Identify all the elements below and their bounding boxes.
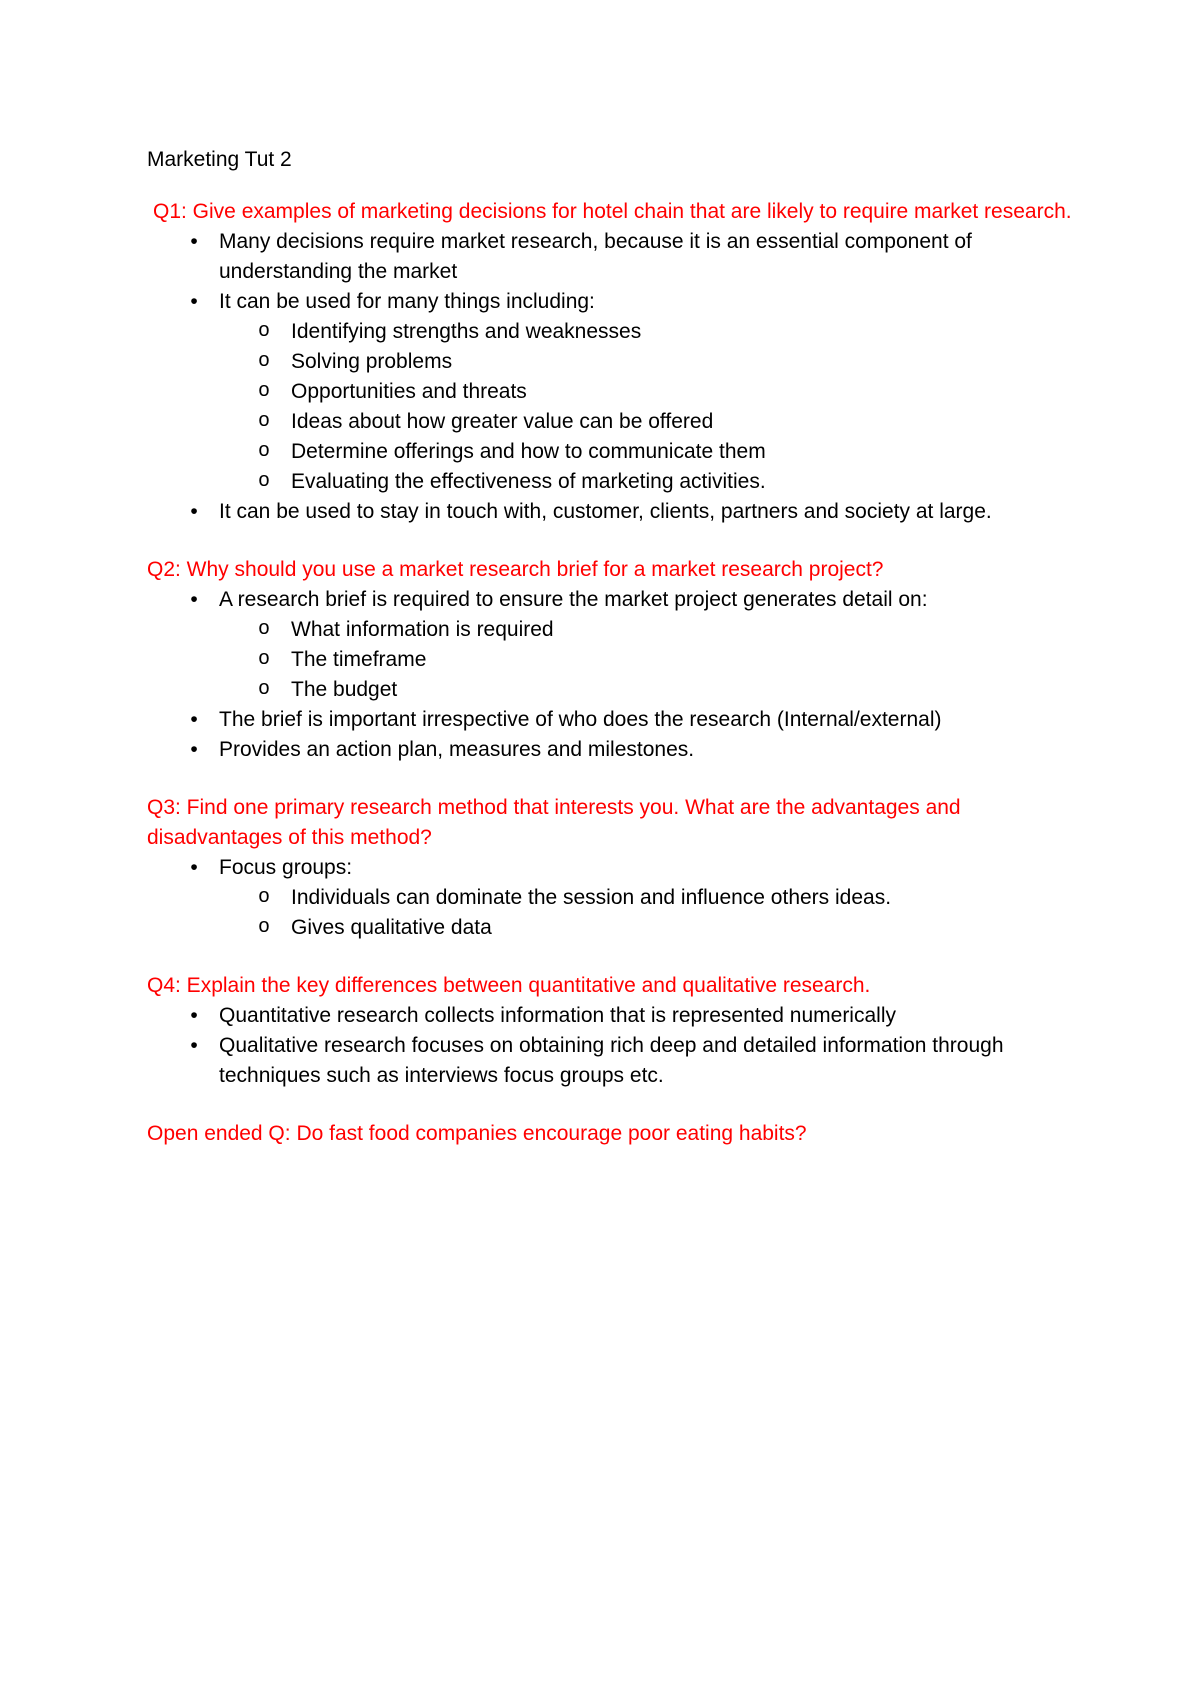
list-item-text: It can be used for many things including: bbox=[219, 290, 595, 313]
section-q1 bbox=[147, 197, 1077, 527]
bullet-icon: • bbox=[190, 738, 198, 761]
question-open-ended: Open ended Q: Do fast food companies encourage poor eating habits? bbox=[147, 1122, 807, 1145]
bullet-icon: • bbox=[190, 230, 198, 253]
answer-list-q3 bbox=[147, 853, 1077, 943]
bullet-icon: • bbox=[190, 856, 198, 879]
list-item bbox=[190, 287, 1077, 497]
sub-list-item-text: Solving problems bbox=[291, 350, 453, 373]
sub-list-item-text: The budget bbox=[291, 678, 398, 701]
list-item-text: Provides an action plan, measures and milestones. bbox=[219, 738, 695, 761]
list-item-text: Quantitative research collects information that is represented numerically bbox=[219, 1004, 896, 1027]
question-q2: Q2: Why should you use a market research brief for a market research project? bbox=[147, 558, 884, 581]
sub-list-item-text: Determine offerings and how to communicate them bbox=[291, 440, 766, 463]
sub-list-item-text: What information is required bbox=[291, 618, 554, 641]
section-open-ended bbox=[147, 1119, 1077, 1149]
list-item bbox=[190, 227, 1077, 287]
circle-bullet-icon: o bbox=[257, 410, 270, 433]
bullet-icon: • bbox=[190, 290, 198, 313]
list-item bbox=[190, 705, 1077, 735]
sub-list-item-text: Ideas about how greater value can be offered bbox=[291, 410, 714, 433]
sub-list-item bbox=[257, 645, 1077, 675]
sub-list-item bbox=[257, 675, 1077, 705]
sub-list-item bbox=[257, 467, 1077, 497]
circle-bullet-icon: o bbox=[257, 470, 270, 493]
bullet-icon: • bbox=[190, 708, 198, 731]
bullet-icon: • bbox=[190, 588, 198, 611]
sub-list-item bbox=[257, 377, 1077, 407]
section-q2 bbox=[147, 555, 1077, 765]
sub-list-item bbox=[257, 317, 1077, 347]
list-item bbox=[190, 585, 1077, 705]
list-item-text: Focus groups: bbox=[219, 856, 353, 879]
sub-list-item bbox=[257, 615, 1077, 645]
list-item bbox=[190, 1001, 1077, 1031]
list-item-text: A research brief is required to ensure the market project generates detail on: bbox=[219, 588, 928, 611]
sub-list bbox=[219, 883, 1077, 943]
question-q3: Q3: Find one primary research method that interests you. What are the advantages and disadvantages of this method? bbox=[147, 796, 961, 849]
sub-list-item bbox=[257, 437, 1077, 467]
sub-list bbox=[219, 317, 1077, 497]
circle-bullet-icon: o bbox=[257, 648, 270, 671]
bullet-icon: • bbox=[190, 1034, 198, 1057]
sub-list-item bbox=[257, 407, 1077, 437]
sub-list-item bbox=[257, 913, 1077, 943]
list-item-text: Qualitative research focuses on obtaining rich deep and detailed information through techniques such as interviews focus groups etc. bbox=[219, 1034, 1004, 1087]
circle-bullet-icon: o bbox=[257, 916, 270, 939]
section-q3 bbox=[147, 793, 1077, 943]
sub-list-item-text: Individuals can dominate the session and influence others ideas. bbox=[291, 886, 892, 909]
section-q4 bbox=[147, 971, 1077, 1091]
list-item bbox=[190, 1031, 1077, 1091]
sub-list-item bbox=[257, 883, 1077, 913]
sub-list-item-text: Gives qualitative data bbox=[291, 916, 492, 939]
circle-bullet-icon: o bbox=[257, 618, 270, 641]
list-item-text: The brief is important irrespective of who does the research (Internal/external) bbox=[219, 708, 942, 731]
question-q4: Q4: Explain the key differences between quantitative and qualitative research. bbox=[147, 974, 871, 997]
answer-list-q4 bbox=[147, 1001, 1077, 1091]
circle-bullet-icon: o bbox=[257, 440, 270, 463]
circle-bullet-icon: o bbox=[257, 678, 270, 701]
document-title: Marketing Tut 2 bbox=[147, 148, 292, 171]
answer-list-q1 bbox=[147, 227, 1077, 527]
question-q1: Q1: Give examples of marketing decisions for hotel chain that are likely to require market research. bbox=[153, 200, 1072, 223]
bullet-icon: • bbox=[190, 1004, 198, 1027]
sub-list-item-text: Evaluating the effectiveness of marketing activities. bbox=[291, 470, 766, 493]
sub-list-item bbox=[257, 347, 1077, 377]
list-item-text: It can be used to stay in touch with, customer, clients, partners and society at large. bbox=[219, 500, 992, 523]
list-item-text: Many decisions require market research, because it is an essential component of understanding the market bbox=[219, 230, 972, 283]
sub-list-item-text: Opportunities and threats bbox=[291, 380, 527, 403]
sub-list bbox=[219, 615, 1077, 705]
circle-bullet-icon: o bbox=[257, 886, 270, 909]
sub-list-item-text: The timeframe bbox=[291, 648, 427, 671]
sub-list-item-text: Identifying strengths and weaknesses bbox=[291, 320, 642, 343]
bullet-icon: • bbox=[190, 500, 198, 523]
document-page bbox=[147, 145, 1077, 1177]
answer-list-q2 bbox=[147, 585, 1077, 765]
circle-bullet-icon: o bbox=[257, 380, 270, 403]
list-item bbox=[190, 497, 1077, 527]
circle-bullet-icon: o bbox=[257, 350, 270, 373]
circle-bullet-icon: o bbox=[257, 320, 270, 343]
list-item bbox=[190, 735, 1077, 765]
list-item bbox=[190, 853, 1077, 943]
